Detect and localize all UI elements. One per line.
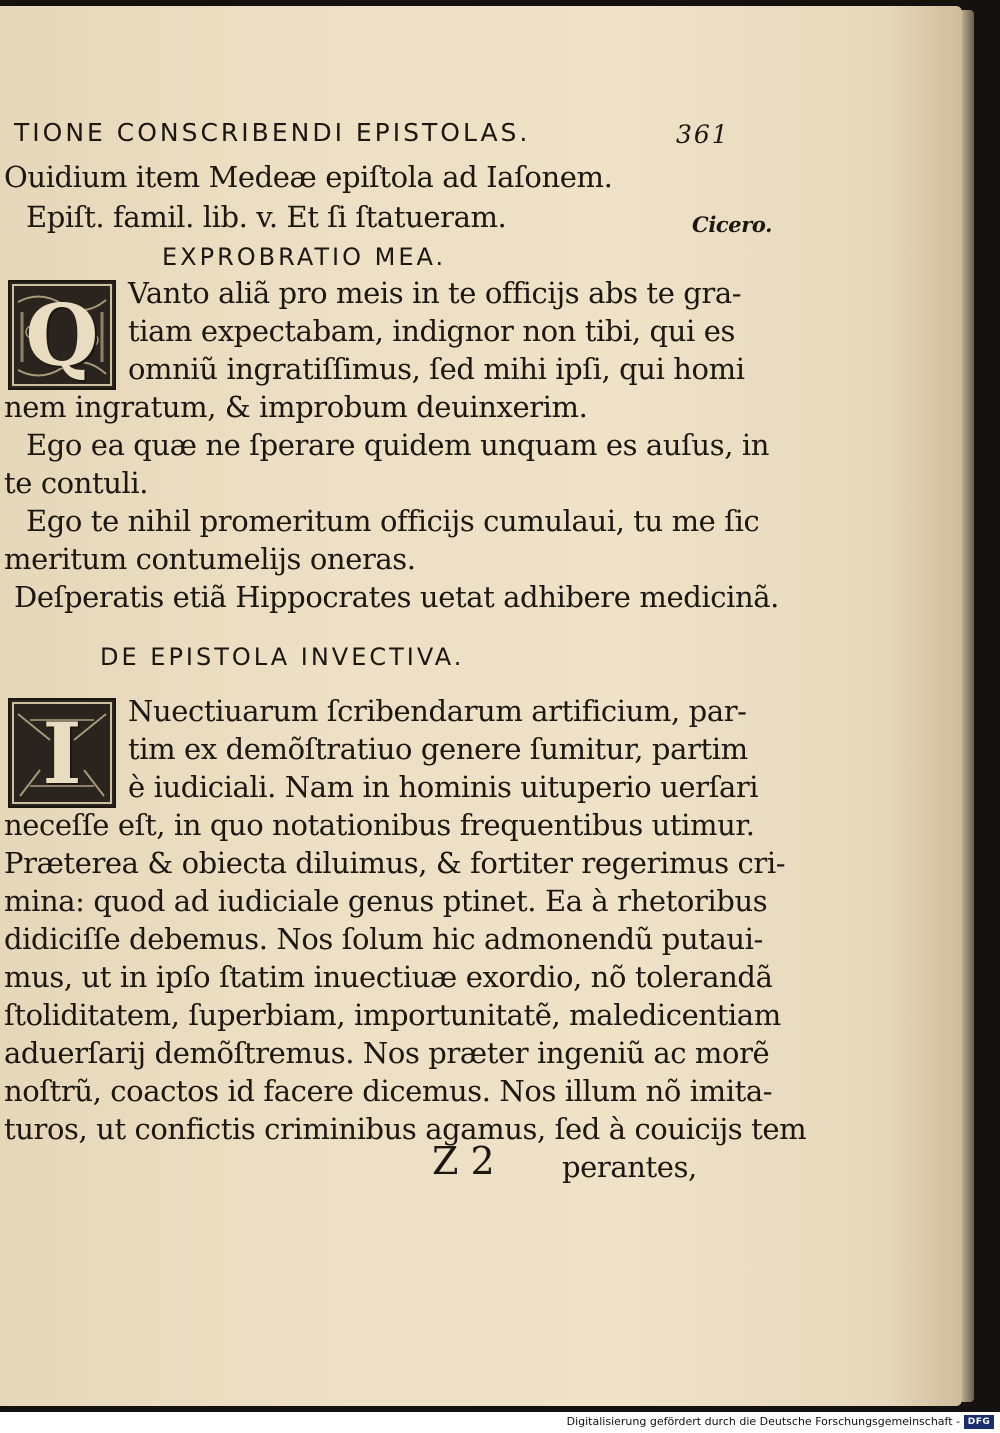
funding-credit: Digitalisierung gefördert durch die Deutsche Forschungsgemeinschaft - <box>566 1415 960 1428</box>
text-line: Vanto aliã pro meis in te officijs abs te gra- <box>128 276 742 310</box>
catchword: perantes, <box>562 1150 697 1184</box>
text-line: didiciſſe debemus. Nos ſolum hic admonendũ putaui- <box>4 922 763 956</box>
text-line: tim ex demõſtratiuo genere ſumitur, partim <box>128 732 748 766</box>
folio-number: 361 <box>676 120 730 149</box>
text-line: Epiſt. famil. lib. v. Et ſi ſtatueram. <box>26 200 507 234</box>
initial-letter: I <box>42 703 82 803</box>
text-line: omniũ ingratiſſimus, ſed mihi ipſi, qui homi <box>128 352 745 386</box>
signature-mark: Z 2 <box>432 1139 495 1183</box>
text-line: mus, ut in ipſo ſtatim inuectiuæ exordio, nõ tolerandã <box>4 960 773 994</box>
text-line: meritum contumelijs oneras. <box>4 542 416 576</box>
text-line: noſtrũ, coactos id facere dicemus. Nos illum nõ imita- <box>4 1074 773 1108</box>
text-line: turos, ut confictis criminibus agamus, ſed à couicijs tem <box>4 1112 807 1146</box>
text-line: te contuli. <box>4 466 149 500</box>
text-line: è iudiciali. Nam in hominis uituperio uerſari <box>128 770 759 804</box>
section-heading: DE EPISTOLA INVECTIVA. <box>100 643 465 671</box>
text-line: neceſſe eſt, in quo notationibus frequentibus utimur. <box>4 808 755 842</box>
text-line: Deſperatis etiã Hippocrates uetat adhibere medicinã. <box>14 580 779 614</box>
footer-bar <box>0 1412 1000 1433</box>
text-line: mina: quod ad iudiciale genus ptinet. Ea à rhetoribus <box>4 884 768 918</box>
initial-letter: Q <box>25 285 99 385</box>
text-line: nem ingratum, & improbum deuinxerim. <box>4 390 588 424</box>
text-line: aduerſarij demõſtremus. Nos præter ingeniũ ac morẽ <box>4 1036 770 1070</box>
decorated-initial <box>8 698 116 808</box>
text-line: Nuectiuarum ſcribendarum artificium, par- <box>128 694 747 728</box>
decorated-initial <box>8 280 116 390</box>
dfg-logo: DFG <box>964 1415 994 1429</box>
text-line: Ego ea quæ ne ſperare quidem unquam es auſus, in <box>26 428 769 462</box>
running-head: TIONE CONSCRIBENDI EPISTOLAS. <box>14 118 531 147</box>
text-line: ſtoliditatem, ſuperbiam, importunitatẽ, maledicentiam <box>4 998 781 1032</box>
text-line: Præterea & obiecta diluimus, & fortiter regerimus cri- <box>4 846 786 880</box>
text-line: Ouidium item Medeæ epiſtola ad Iaſonem. <box>4 160 613 194</box>
margin-note: Cicero. <box>692 212 773 237</box>
section-heading: EXPROBRATIO MEA. <box>162 243 447 271</box>
page-edge <box>962 10 974 1402</box>
text-line: Ego te nihil promeritum officijs cumulaui, tu me ſic <box>26 504 760 538</box>
text-line: tiam expectabam, indignor non tibi, qui es <box>128 314 735 348</box>
